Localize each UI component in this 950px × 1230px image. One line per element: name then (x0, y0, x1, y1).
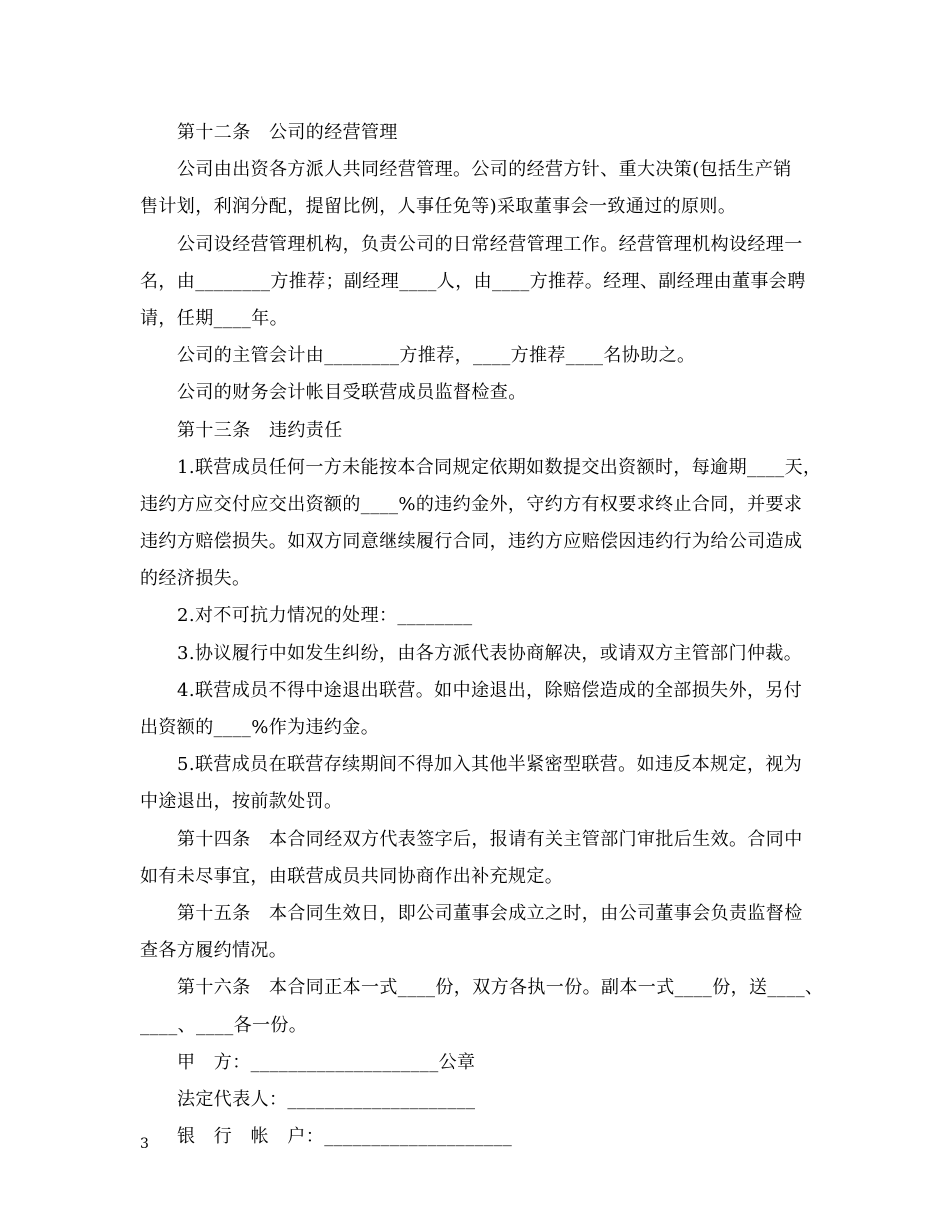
paragraph-line: 如有未尽事宜，由联营成员共同协商作出补充规定。 (140, 865, 564, 887)
paragraph-line: 查各方履约情况。 (140, 940, 288, 962)
paragraph-line: 的经济损失。 (140, 568, 251, 590)
paragraph-line: 违约方应交付应交出资额的____%的违约金外，守约方有权要求终止合同，并要求 (140, 493, 803, 515)
paragraph-line: 中途退出，按前款处罚。 (140, 791, 343, 813)
paragraph-line: 5.联营成员在联营存续期间不得加入其他半紧密型联营。如违反本规定，视为 (177, 754, 803, 776)
paragraph-line: 3.协议履行中如发生纠纷，由各方派代表协商解决，或请双方主管部门仲裁。 (177, 642, 803, 664)
paragraph-line: 请，任期____年。 (140, 307, 288, 329)
paragraph-line: 4.联营成员不得中途退出联营。如中途退出，除赔偿造成的全部损失外，另付 (177, 679, 803, 701)
paragraph-line: ____、____各一份。 (140, 1014, 308, 1036)
paragraph-line: 出资额的____%作为违约金。 (140, 717, 380, 738)
paragraph-line: 1.联营成员任何一方未能按本合同规定依期如数提交出资额时，每逾期____天， (177, 456, 822, 478)
document-body (140, 114, 824, 1155)
clause-16-line: 第十六条 本合同正本一式____份，双方各执一份。副本一式____份，送____、 (177, 977, 824, 999)
clause-15-line: 第十五条 本合同生效日，即公司董事会成立之时，由公司董事会负责监督检 (177, 902, 803, 924)
legal-representative-line: 法定代表人：____________________ (177, 1088, 476, 1110)
paragraph-line: 违约方赔偿损失。如双方同意继续履行合同，违约方应赔偿因违约行为给公司造成 (140, 531, 803, 553)
paragraph-line: 公司的主管会计由________方推荐，____方推荐____名协助之。 (177, 345, 696, 367)
paragraph-line: 公司设经营管理机构，负责公司的日常经营管理工作。经营管理机构设经理一 (177, 233, 803, 255)
paragraph-line: 售计划，利润分配，提留比例，人事任免等)采取董事会一致通过的原则。 (140, 196, 737, 218)
bank-account-line: 银 行 帐 户：____________________ (177, 1126, 513, 1148)
clause-13-heading: 第十三条 违约责任 (177, 419, 343, 441)
paragraph-line: 名，由________方推荐；副经理____人，由____方推荐。经理、副经理由董事会聘 (140, 270, 806, 292)
page-number: 3 (140, 1136, 149, 1152)
clause-12-heading: 第十二条 公司的经营管理 (177, 122, 398, 143)
paragraph-line: 公司的财务会计帐目受联营成员监督检查。 (177, 382, 527, 404)
party-a-signature-line: 甲 方：____________________公章 (177, 1051, 476, 1073)
clause-14-line: 第十四条 本合同经双方代表签字后，报请有关主管部门审批后生效。合同中 (177, 828, 803, 850)
paragraph-line: 2.对不可抗力情况的处理：________ (177, 605, 473, 627)
paragraph-line: 公司由出资各方派人共同经营管理。公司的经营方针、重大决策(包括生产销 (177, 159, 792, 181)
